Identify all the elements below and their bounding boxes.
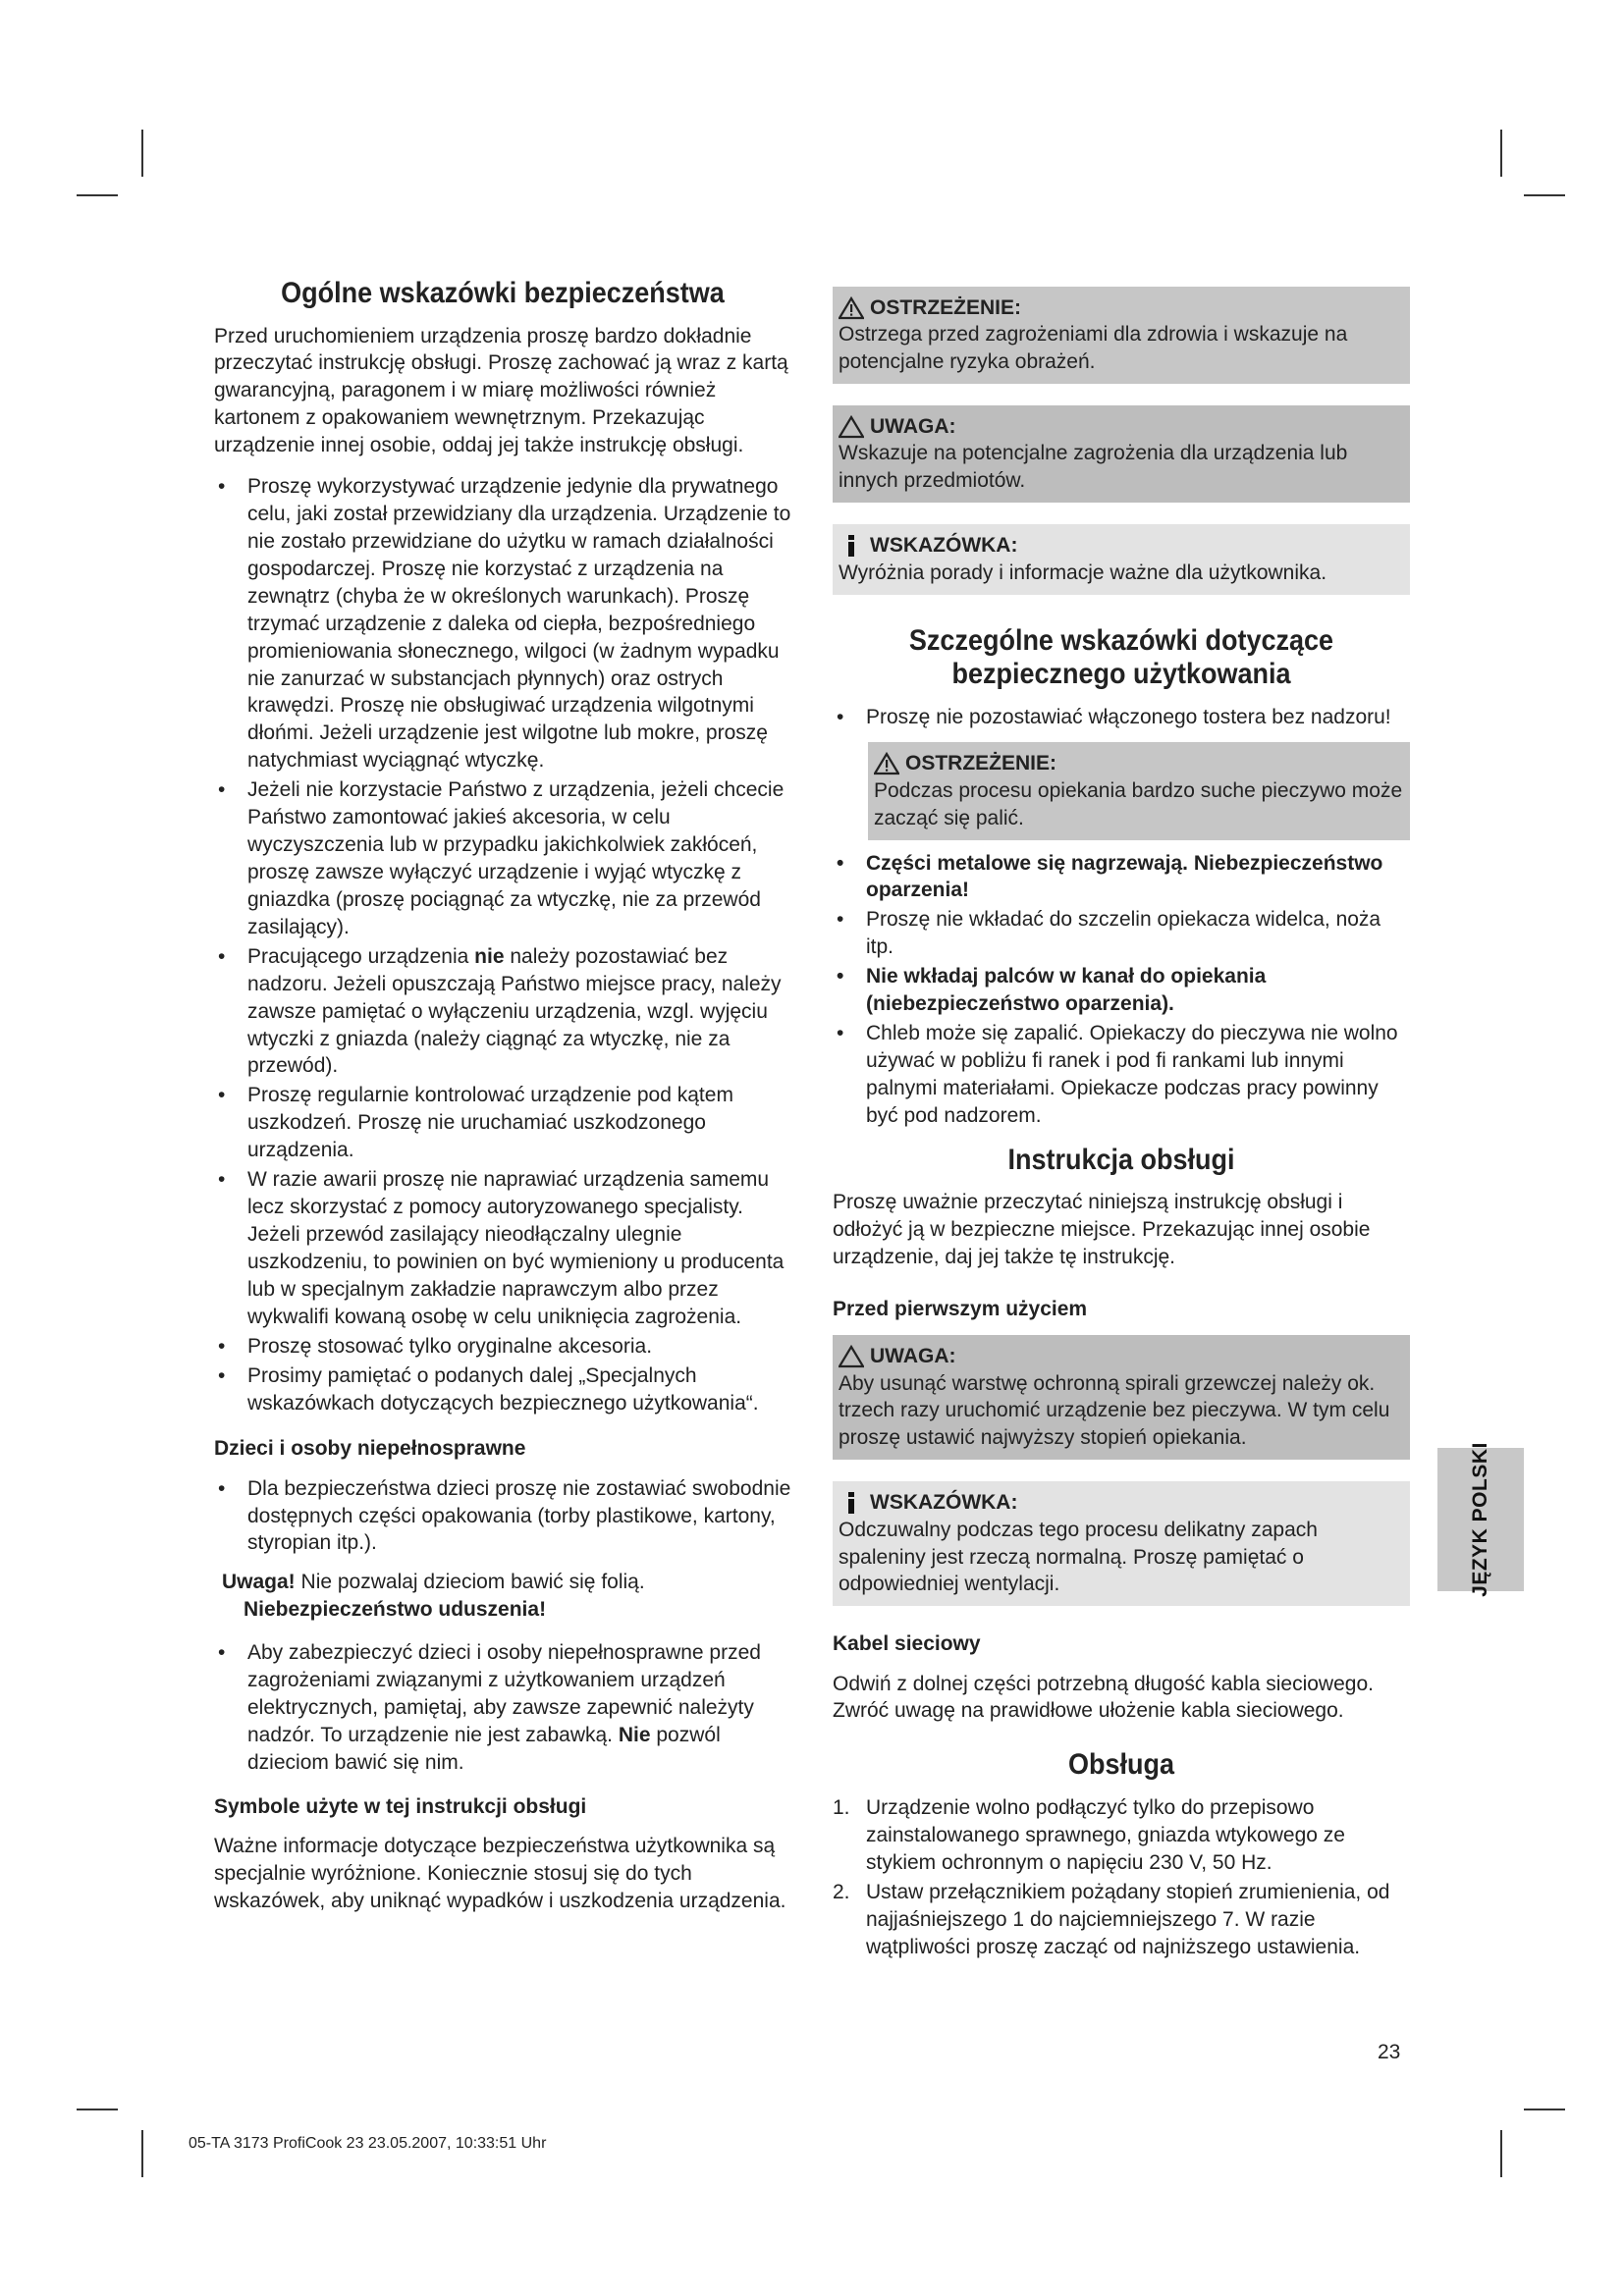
caution-triangle-icon (839, 1345, 864, 1368)
page-number: 23 (1378, 2041, 1401, 2063)
list-item: • Dla bezpieczeństwa dzieci proszę nie zostawiać swobodnie dostępnych części opakowania (torby plastikowe, kartony, styropian itp.). (214, 1475, 791, 1558)
children-bullet-list (214, 1475, 791, 1558)
list-item: 1. Urządzenie wolno podłączyć tylko do przepisowo zainstalowanego sprawnego, gniazda wtykowego ze stykiem ochronnym o napięciu 230 V, 50 Hz. (833, 1795, 1345, 1874)
list-item: • Części metalowe się nagrzewają. Niebezpieczeństwo oparzenia! (833, 850, 1410, 905)
first-use-heading: Przed pierwszym użyciem (833, 1298, 1088, 1321)
list-item: 2. Ustaw przełącznikiem pożądany stopień zrumienienia, od najjaśniejszego 1 do najciemniejszego 7. W razie wątpliwości proszę zacząć od najniższego ustawienia. (833, 1880, 1390, 1958)
cable-paragraph: Odwiń z dolnej części potrzebną długość kabla sieciowego. Zwróć uwagę na prawidłowe ułożenie kabla sieciowego. (833, 1672, 1374, 1723)
section-title-operation: Obsługa (1067, 1748, 1174, 1782)
list-item: • Proszę wykorzystywać urządzenie jedynie dla prywatnego celu, jaki został przewidziany dla urządzenia. Urządzenie to nie zostało przewidziane do użytku w ramach działalności gospodarczej. Proszę nie korzystać z urządzenia na zewnątrz (chyba że w określonych warunkach). Proszę trzymać urządzenie z daleka od ciepła, bezpośredniego promieniowania słonecznego, wilgoci (w żadnym wypadku nie zanurzać w substancjach płynnych) oraz ostrych krawędzi. Proszę nie obsługiwać urządzenia wilgotnymi dłońmi. Jeżeli urządzenie jest wilgotne lub mokre, proszę natychmiast wyciągnąć wtyczkę. (214, 473, 791, 774)
crop-mark (1524, 2109, 1565, 2110)
warning-triangle-icon (839, 296, 864, 320)
intro-paragraph: Przed uruchomieniem urządzenia proszę bardzo dokładnie przeczytać instrukcję obsługi. Proszę zachować ją wraz z kartą gwarancyjną, paragonem i w miarę możliwości również kartonem z opakowaniem wewnętrznym. Przekazując urządzenie innej osobie, oddaj jej także instrukcję obsługi. (214, 324, 788, 457)
print-footer: 05-TA 3173 ProfiCook 23 23.05.2007, 10:33:51 Uhr (189, 2135, 547, 2152)
caution-box: UWAGA: Aby usunąć warstwę ochronną spirali grzewczej należy ok. trzech razy uruchomić urządzenie bez pieczywa. W tym celu proszę ustawić najwyższy stopień opiekania. (833, 1335, 1410, 1460)
info-icon (839, 534, 864, 558)
section-title-general-safety: Ogólne wskazówki bezpieczeństwa (281, 277, 725, 309)
hint-box: WSKAZÓWKA: Odczuwalny podczas tego procesu delikatny zapach spaleniny jest rzeczą normalną. Proszę pamiętać o odpowiedniej wentylacji. (833, 1481, 1410, 1606)
info-icon (839, 1491, 864, 1515)
warning-triangle-icon (874, 752, 899, 775)
crop-mark (141, 130, 143, 177)
children-heading: Dzieci i osoby niepełnosprawne (214, 1437, 526, 1461)
list-item: • Jeżeli nie korzystacie Państwo z urządzenia, jeżeli chcecie Państwo zamontować jakieś akcesoria, w celu wyczyszczenia lub w przypadku jakichkolwiek zakłóceń, proszę zawsze wyłączyć urządzenie i wyjąć wtyczkę z gniazdka (proszę pociągnąć za wtyczkę, nie za przewód zasilający). (214, 776, 791, 941)
section-title-special-safety: Szczególne wskazówki dotyczące bezpiecznego użytkowania (908, 623, 1334, 690)
children-warning-note: Uwaga! Nie pozwalaj dzieciom bawić się folią. Niebezpieczeństwo uduszenia! (222, 1571, 645, 1622)
cable-heading: Kabel sieciowy (833, 1632, 981, 1656)
safety-bullet-list (214, 473, 791, 1416)
hint-box: WSKAZÓWKA: Wyróżnia porady i informacje ważne dla użytkownika. (833, 524, 1410, 594)
list-item: • Proszę stosować tylko oryginalne akcesoria. (214, 1333, 791, 1361)
right-column (833, 287, 1410, 1972)
crop-mark (1524, 194, 1565, 196)
warning-box: OSTRZEŻENIE: Podczas procesu opiekania bardzo suche pieczywo może zacząć się palić. (868, 742, 1410, 839)
list-item: • Pracującego urządzenia nie należy pozostawiać bez nadzoru. Jeżeli opuszczają Państwo miejsce pracy, należy zawsze pamiętać o wyłączeniu urządzenia, wzgl. wyjęciu wtyczki z gniazda (należy ciągnąć za wtyczkę, nie za przewód). (214, 943, 791, 1081)
crop-mark (77, 2109, 118, 2110)
list-item: • Aby zabezpieczyć dzieci i osoby niepełnosprawne przed zagrożeniami związanymi z użytkowaniem urządzeń elektrycznych, pamiętaj, aby zawsze zapewnić należyty nadzór. To urządzenie nie jest zabawką. Nie pozwól dzieciom bawić się nim. (214, 1639, 791, 1777)
warning-box: OSTRZEŻENIE: Ostrzega przed zagrożeniami dla zdrowia i wskazuje na potencjalne ryzyka obrażeń. (833, 287, 1410, 384)
language-side-tab: JĘZYK POLSKI (1437, 1448, 1524, 1591)
manual-paragraph: Proszę uważnie przeczytać niniejszą instrukcję obsługi i odłożyć ją w bezpieczne miejsce. Przekazując innej osobie urządzenie, daj jej także tę instrukcję. (833, 1191, 1371, 1269)
crop-mark (77, 194, 118, 196)
list-item: • Chleb może się zapalić. Opiekaczy do pieczywa nie wolno używać w pobliżu fi ranek i pod fi rankami lub innymi palnymi materiałami. Opiekacze podczas pracy powinny być pod nadzorem. (833, 1020, 1410, 1130)
list-item: • Proszę regularnie kontrolować urządzenie pod kątem uszkodzeń. Proszę nie uruchamiać uszkodzonego urządzenia. (214, 1082, 791, 1164)
special-bullet-list-2 (833, 850, 1410, 1130)
list-item: • Nie wkładaj palców w kanał do opiekania (niebezpieczeństwo oparzenia). (833, 963, 1410, 1018)
list-item: • W razie awarii proszę nie naprawiać urządzenia samemu lecz skorzystać z pomocy autoryzowanego specjalisty. Jeżeli przewód zasilający nieodłączalny ulegnie uszkodzeniu, to powinien on być wymieniony u producenta lub w specjalnym zakładzie naprawczym albo przez wykwalifi kowaną osobę w celu uniknięcia zagrożenia. (214, 1166, 791, 1331)
crop-mark (1500, 130, 1502, 177)
caution-triangle-icon (839, 415, 864, 439)
children-bullet-list-2 (214, 1639, 791, 1777)
symbols-paragraph: Ważne informacje dotyczące bezpieczeństwa użytkownika są specjalnie wyróżnione. Koniecznie stosuj się do tych wskazówek, aby uniknąć wypadków i uszkodzenia urządzenia. (214, 1835, 786, 1912)
crop-mark (1500, 2130, 1502, 2177)
special-bullet-list (833, 704, 1410, 731)
crop-mark (141, 2130, 143, 2177)
list-item: • Proszę nie wkładać do szczelin opiekacza widelca, noża itp. (833, 906, 1410, 961)
operation-steps (833, 1794, 1410, 1961)
left-column (214, 277, 791, 1929)
list-item: • Prosimy pamiętać o podanych dalej „Specjalnych wskazówkach dotyczących bezpiecznego użytkowania“. (214, 1362, 791, 1417)
section-title-manual: Instrukcja obsługi (1007, 1143, 1235, 1176)
caution-box: UWAGA: Wskazuje na potencjalne zagrożenia dla urządzenia lub innych przedmiotów. (833, 405, 1410, 503)
list-item: • Proszę nie pozostawiać włączonego tostera bez nadzoru! (833, 704, 1410, 731)
symbols-heading: Symbole użyte w tej instrukcji obsługi (214, 1794, 587, 1818)
